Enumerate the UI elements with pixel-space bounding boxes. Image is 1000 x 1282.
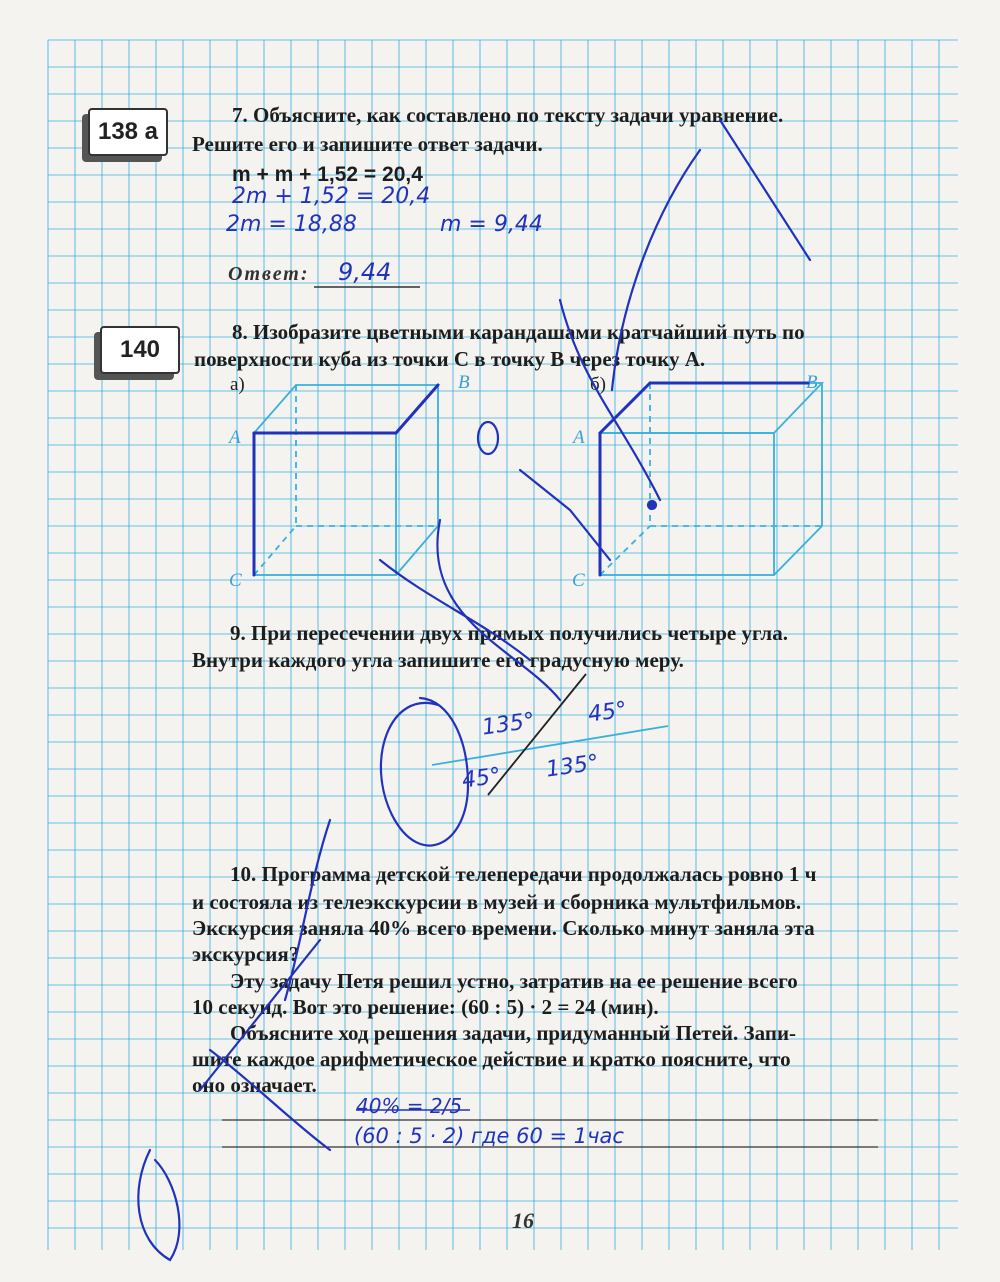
ex9-angle-top-left: 135° [480, 708, 537, 741]
ex7-handwriting-line2: 2m = 18,88 [226, 212, 357, 237]
ex7-equation: m + m + 1,52 = 20,4 [232, 163, 423, 186]
cube-b-path-ink [600, 383, 808, 575]
pen-scribbles [138, 120, 810, 1260]
ex7-text-line1: 7. Объясните, как составлено по тексту задачи уравнение. [232, 103, 784, 127]
ex10-text-line6: 10 секунд. Вот это решение: (60 : 5) · 2 = 24 (мин). [192, 995, 659, 1019]
ex8-label-a: а) [230, 374, 245, 395]
ex9-angle-bottom-right: 135° [544, 750, 601, 783]
ex7-handwriting-line1: 2m + 1,52 = 20,4 [232, 184, 431, 209]
ex9-text-line2: Внутри каждого угла запишите его градусную меру. [192, 648, 684, 672]
ex8-label-b: б) [590, 374, 606, 395]
ex10-text-line3: Экскурсия заняла 40% всего времени. Сколько минут заняла эта [192, 916, 815, 940]
ex7-answer-label: Ответ: [228, 263, 310, 285]
ex10-text-line4: экскурсия? [192, 942, 300, 966]
ex10-handwriting-line2: (60 : 5 · 2) где 60 = 1час [354, 1124, 624, 1148]
task-badge-140: 140 [100, 326, 180, 374]
page-number: 16 [512, 1208, 534, 1233]
ex9-angle-top-right: 45° [586, 697, 629, 728]
ex10-text-line1: 10. Программа детской телепередачи продолжалась ровно 1 ч [230, 862, 817, 886]
ex10-text-line8: шите каждое арифметическое действие и кратко поясните, что [192, 1047, 791, 1071]
cube-b-point-B: B [806, 372, 818, 393]
ex8-text-line1: 8. Изобразите цветными карандашами кратчайший путь по [232, 320, 805, 344]
ex9-text-line1: 9. При пересечении двух прямых получились четыре угла. [230, 621, 788, 645]
cube-a-diagram [254, 385, 438, 575]
ex10-text-line2: и состояла из телеэкскурсии в музей и сборника мультфильмов. [192, 890, 802, 914]
cube-a-point-A: A [229, 427, 241, 448]
cube-b-point-A: A [573, 427, 585, 448]
ex10-text-line9: оно означает. [192, 1073, 317, 1097]
ex7-handwriting-line3: m = 9,44 [440, 212, 543, 237]
ex7-text-line2: Решите его и запишите ответ задачи. [192, 132, 543, 156]
ex10-text-line7: Объясните ход решения задачи, придуманный Петей. Запи- [230, 1021, 797, 1045]
cube-a-path-ink [254, 385, 438, 575]
ex10-handwriting-line1: 40% = 2/5 [356, 1094, 463, 1118]
cube-a-point-C: C [229, 570, 242, 591]
cube-b-point-C: C [572, 570, 585, 591]
ex8-text-line2: поверхности куба из точки C в точку B через точку A. [194, 347, 706, 371]
ex7-answer-value: 9,44 [338, 258, 392, 286]
cube-a-point-B: B [458, 372, 470, 393]
task-badge-138a: 138 а [88, 108, 168, 156]
ex9-angle-bottom-left: 45° [460, 763, 503, 794]
ex10-text-line5: Эту задачу Петя решил устно, затратив на ее решение всего [230, 969, 798, 993]
cube-b-diagram [600, 383, 822, 575]
